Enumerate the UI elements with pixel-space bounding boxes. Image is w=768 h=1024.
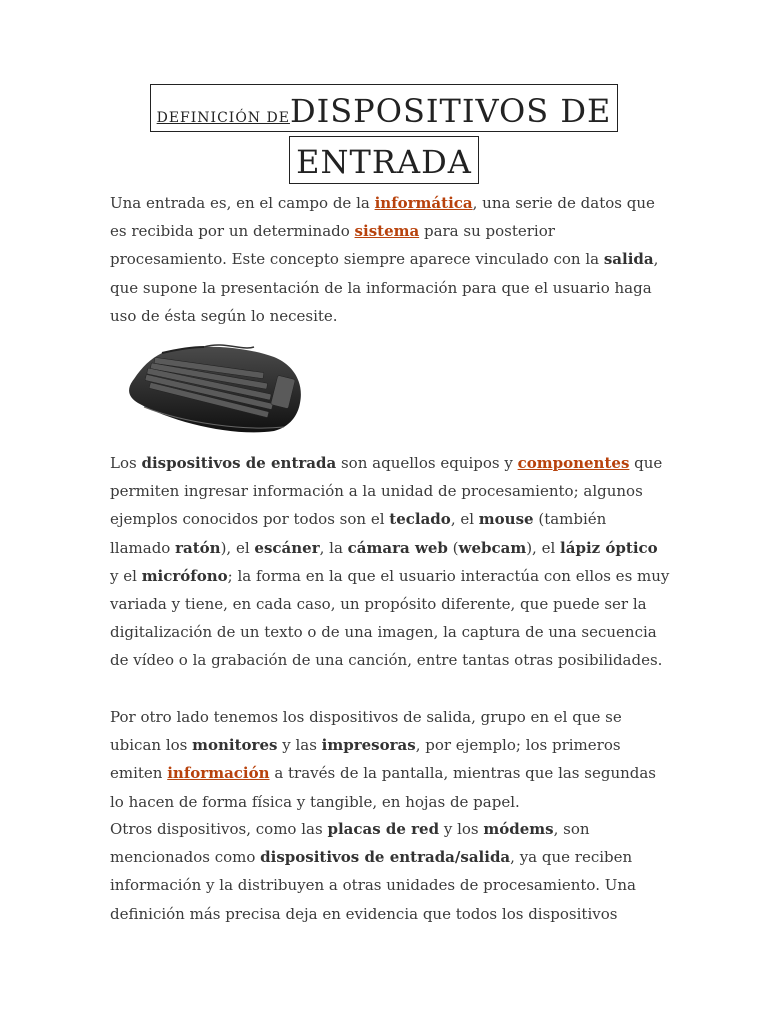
text: , una serie de datos que es recibida por un determinado xyxy=(110,194,655,241)
bold-mouse: mouse xyxy=(478,510,534,529)
bold-webcam: webcam xyxy=(458,538,527,557)
bold-salida: salida xyxy=(603,250,654,269)
bold-modems: módems xyxy=(483,820,554,838)
link-componentes[interactable]: componentes xyxy=(517,454,630,472)
text: y las xyxy=(277,736,322,755)
bold-impresoras: impresoras xyxy=(321,736,416,755)
text: , la xyxy=(319,538,348,557)
link-sistema[interactable]: sistema xyxy=(354,222,420,241)
text: a través de la pantalla, mientras que las segundas lo hacen de forma física y tangible, en hojas de papel. xyxy=(110,764,657,811)
text: Por otro lado tenemos los dispositivos de salida, grupo en el que se ubican los xyxy=(110,708,622,755)
link-informacion[interactable]: información xyxy=(167,764,270,783)
text: Otros dispositivos, como las xyxy=(110,820,328,838)
page-title xyxy=(0,84,768,184)
bold-camara-web: cámara web xyxy=(347,538,448,557)
text: , que supone la presentación de la información para que el usuario haga uso de ésta según lo necesite. xyxy=(110,250,659,325)
bold-teclado: teclado xyxy=(389,510,451,529)
text: y el xyxy=(110,566,142,585)
text: y los xyxy=(439,820,484,838)
bold-microfono: micrófono xyxy=(141,566,228,585)
text: (también llamado xyxy=(110,510,607,557)
paragraph-dispositivos-entrada xyxy=(110,449,670,675)
title-prefix: DEFINICIÓN DE xyxy=(156,110,290,126)
bold-dispositivos-entrada-salida: dispositivos de entrada/salida xyxy=(260,848,511,867)
title-box-line1 xyxy=(150,84,619,132)
text: Los xyxy=(110,454,142,472)
text: ), el xyxy=(220,538,255,557)
bold-monitores: monitores xyxy=(192,736,278,755)
text: , el xyxy=(450,510,479,529)
text: ), el xyxy=(526,538,561,557)
text: para su posterior procesamiento. Este concepto siempre aparece vinculado con la xyxy=(110,222,604,269)
bold-raton: ratón xyxy=(175,538,221,557)
paragraph-dispositivos-salida xyxy=(110,703,670,816)
text: , ya que reciben información y la distribuyen a otras unidades de procesamiento. Una definición más precisa deja en evidencia que todos los dispositivos xyxy=(110,848,636,923)
link-informatica[interactable]: informática xyxy=(374,194,473,212)
keyboard-image xyxy=(124,343,306,435)
paragraph-intro xyxy=(110,189,670,330)
text: Una entrada es, en el campo de la xyxy=(110,194,375,212)
text: , por ejemplo; los primeros emiten xyxy=(110,736,621,783)
bold-escaner: escáner xyxy=(254,538,320,557)
bold-placas-de-red: placas de red xyxy=(327,820,440,838)
bold-dispositivos-de-entrada: dispositivos de entrada xyxy=(141,454,337,472)
text: que permiten ingresar información a la unidad de procesamiento; algunos ejemplos conocidos por todos son el xyxy=(110,454,663,529)
text: son aquellos equipos y xyxy=(336,454,518,472)
text: , son mencionados como xyxy=(110,820,590,867)
paragraph-entrada-salida xyxy=(110,815,670,928)
text: ( xyxy=(447,538,459,557)
bold-lapiz-optico: lápiz óptico xyxy=(560,538,658,557)
title-main-line1: DISPOSITIVOS DE xyxy=(289,92,612,130)
title-box-line2: ENTRADA xyxy=(289,136,479,184)
text: ; la forma en la que el usuario interactúa con ellos es muy variada y tiene, en cada caso, un propósito diferente, que puede ser la digitalización de un texto o de una imagen, la captura de una secuencia de vídeo o la grabación de una canción, entre tantas otras posibilidades. xyxy=(110,566,670,670)
